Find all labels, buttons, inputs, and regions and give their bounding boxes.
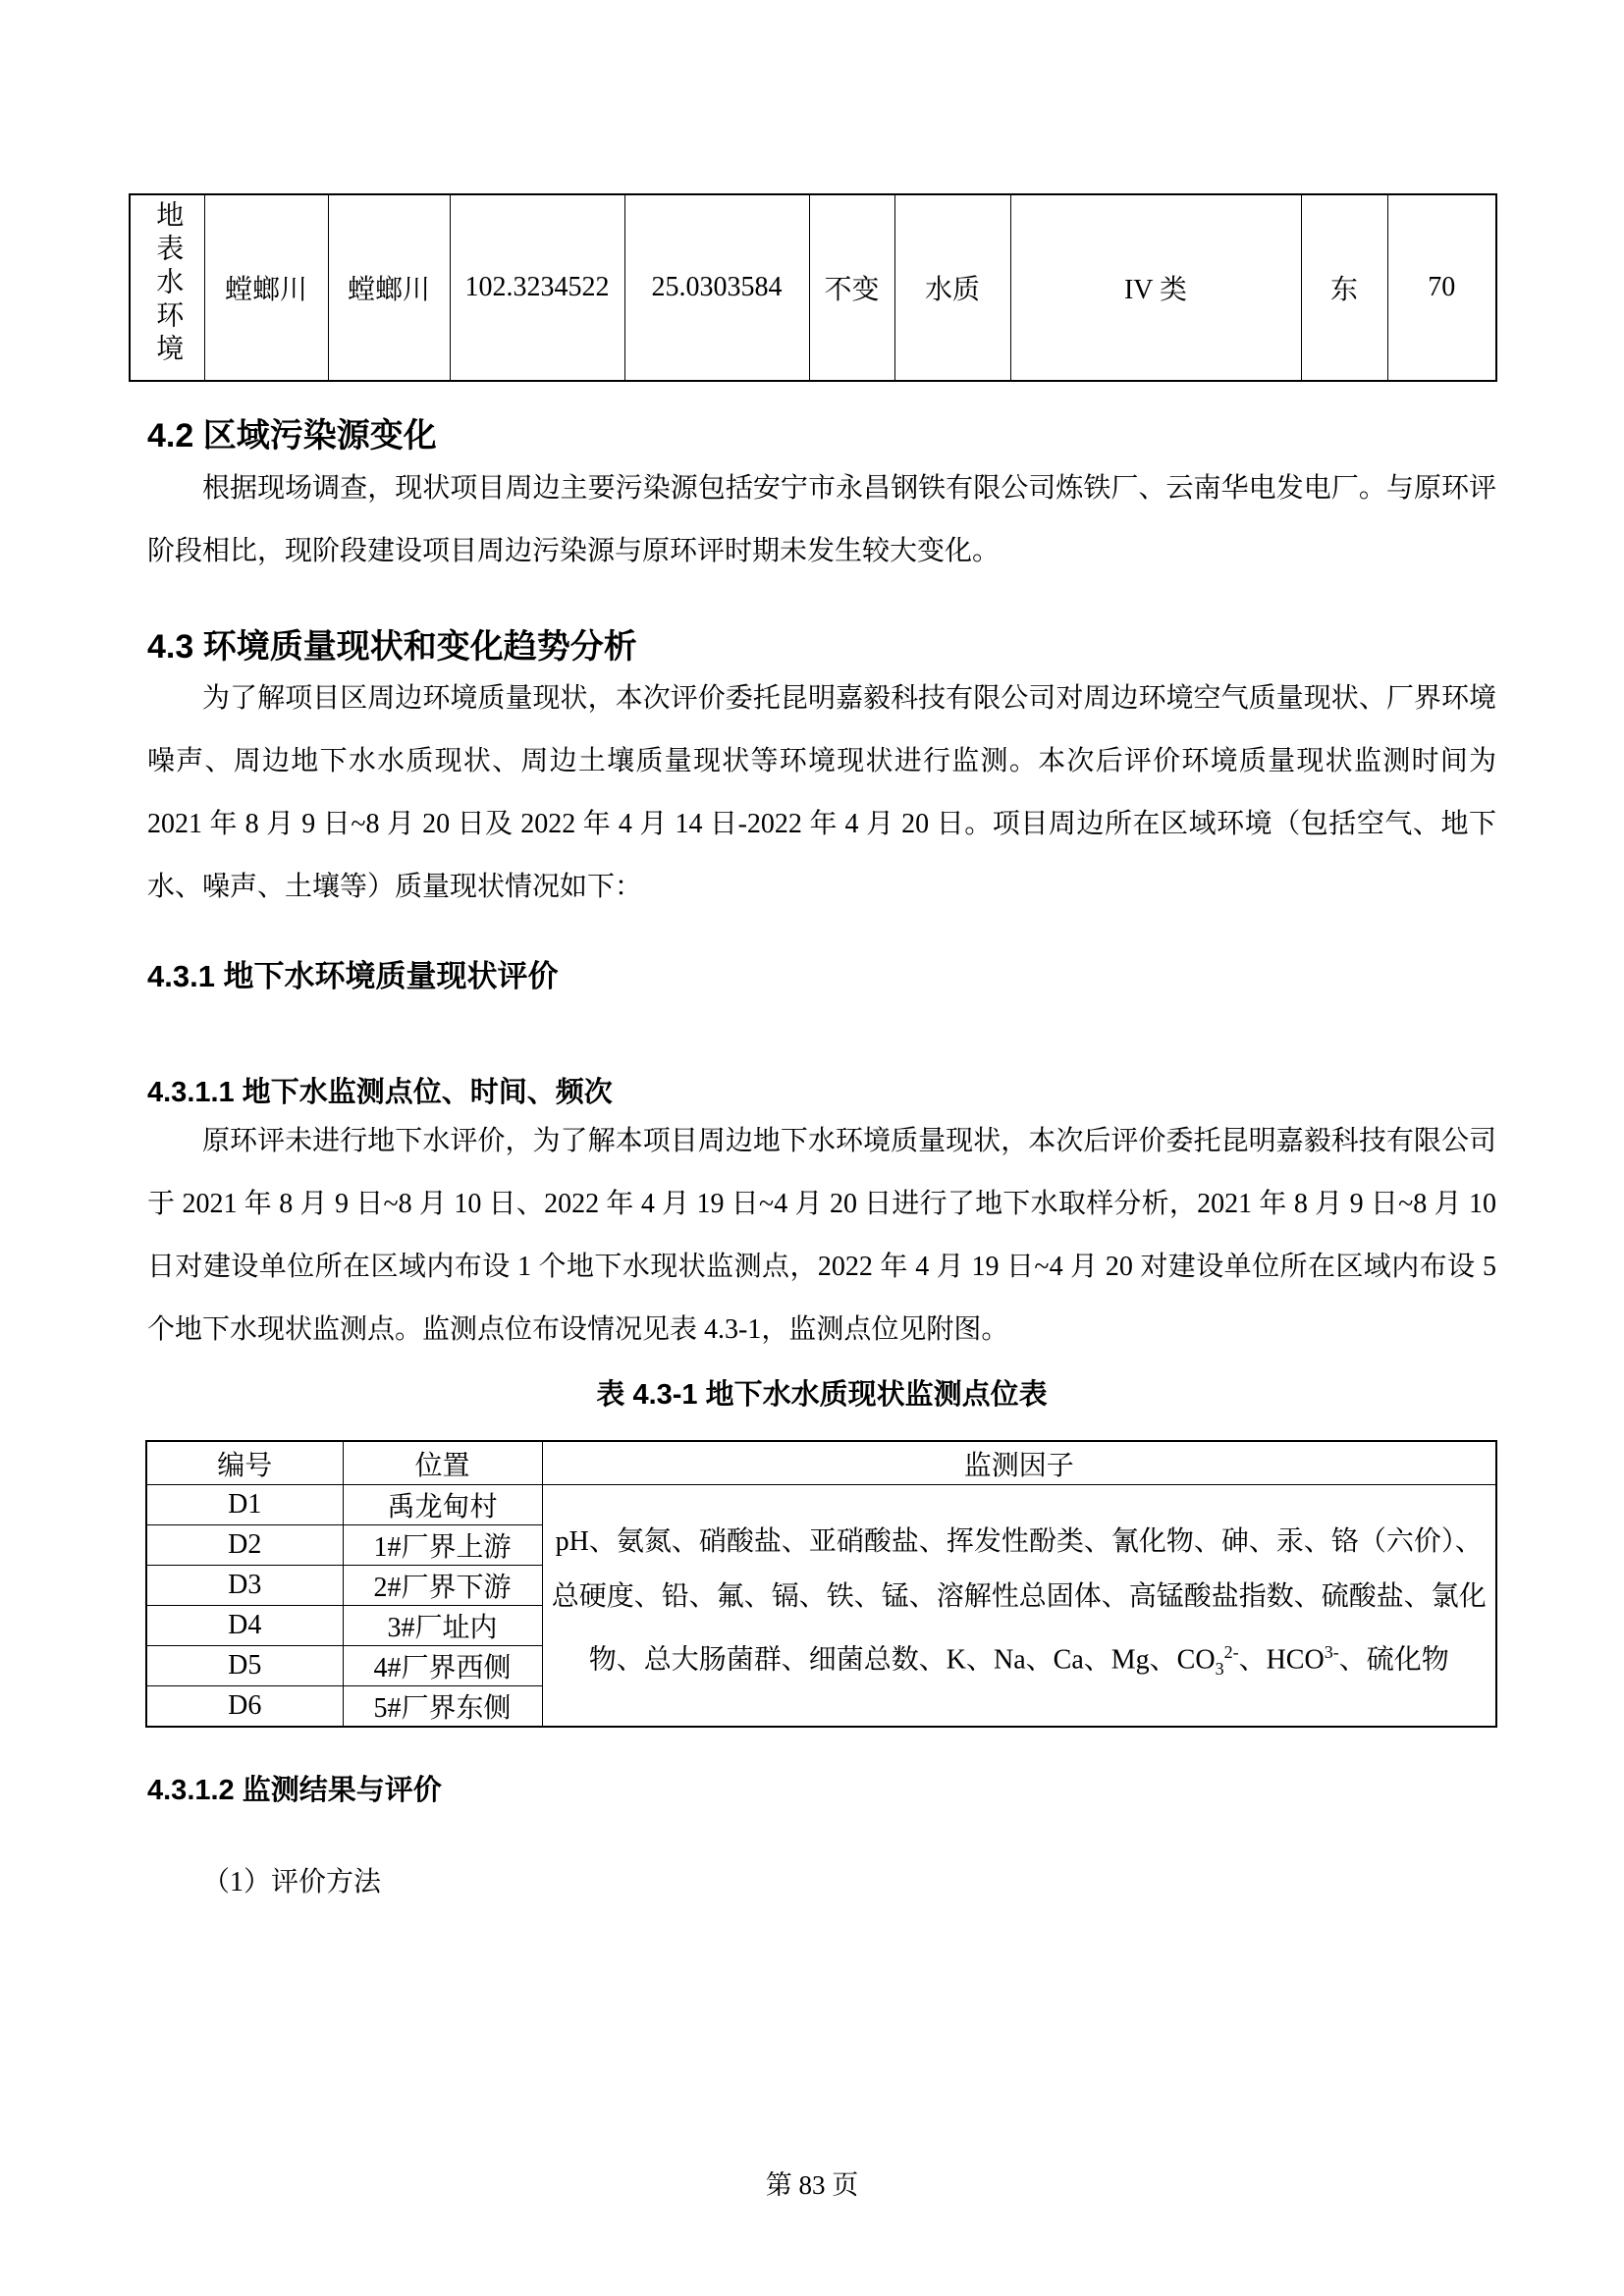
section-heading-4-3: 4.3 环境质量现状和变化趋势分析 xyxy=(147,627,637,666)
column-header-factors: 监测因子 xyxy=(542,1441,1496,1484)
table-caption: 表 4.3-1 地下水水质现状监测点位表 xyxy=(596,1379,1048,1411)
section-heading-4-3-1-1: 4.3.1.1 地下水监测点位、时间、频次 xyxy=(147,1076,613,1108)
table-cell: 螳螂川 xyxy=(204,194,328,381)
point-id-cell: D6 xyxy=(146,1685,343,1727)
table-cell: 东 xyxy=(1301,194,1387,381)
hco3-superscript: 3- xyxy=(1324,1641,1339,1662)
point-id-cell: D2 xyxy=(146,1524,343,1565)
list-item-evaluation-method: （1）评价方法 xyxy=(202,1867,382,1897)
paragraph-4-3-1-1: 原环评未进行地下水评价，为了解本项目周边地下水环境质量现状，本次后评价委托昆明嘉毅科技有限公司于 2021 年 8 月 9 日~8 月 10 日、2022 年 4 月 19 日~4 月 20 日进行了地下水取样分析，2021 年 8 月 9 日~8 月 10 日对建设单位所在区域内布设 1 个地下水现状监测点，2022 年 4 月 19 日~4 月 20 对建设单位所在区域内布设 5 个地下水现状监测点。监测点位布设情况见表 4.3-1，监测点位见附图。 xyxy=(147,1126,1496,1345)
column-header-id: 编号 xyxy=(146,1441,343,1484)
point-location-cell: 2#厂界下游 xyxy=(343,1565,542,1605)
point-id-cell: D4 xyxy=(146,1605,343,1645)
point-location-cell: 4#厂界西侧 xyxy=(343,1645,542,1685)
co3-superscript: 2- xyxy=(1223,1641,1239,1662)
section-heading-4-3-1-2: 4.3.1.2 监测结果与评价 xyxy=(147,1774,442,1806)
point-location-cell: 5#厂界东侧 xyxy=(343,1685,542,1727)
section-heading-4-2: 4.2 区域污染源变化 xyxy=(147,417,437,454)
table-cell: 70 xyxy=(1387,194,1496,381)
table-cell: 25.0303584 xyxy=(624,194,809,381)
surface-water-table xyxy=(129,193,1497,382)
co3-subscript: 3 xyxy=(1215,1658,1224,1679)
category-vertical-label: 地表水环境 xyxy=(152,200,184,367)
factors-text: 、HCO xyxy=(1238,1644,1325,1676)
table-row xyxy=(146,1484,1496,1524)
paragraph-4-2: 根据现场调查，现状项目周边主要污染源包括安宁市永昌钢铁有限公司炼铁厂、云南华电发电厂。与原环评阶段相比，现阶段建设项目周边污染源与原环评时期未发生较大变化。 xyxy=(147,472,1496,566)
category-cell xyxy=(130,194,204,381)
table-cell: 水质 xyxy=(894,194,1010,381)
table-cell: 不变 xyxy=(809,194,894,381)
table-cell: 螳螂川 xyxy=(328,194,450,381)
point-id-cell: D5 xyxy=(146,1645,343,1685)
table-header-row xyxy=(146,1441,1496,1484)
table-cell: IV 类 xyxy=(1010,194,1301,381)
section-heading-4-3-1: 4.3.1 地下水环境质量现状评价 xyxy=(147,959,559,993)
point-location-cell: 1#厂界上游 xyxy=(343,1524,542,1565)
table-row xyxy=(130,194,1496,381)
point-location-cell: 3#厂址内 xyxy=(343,1605,542,1645)
point-id-cell: D3 xyxy=(146,1565,343,1605)
factors-text: pH、氨氮、硝酸盐、亚硝酸盐、挥发性酚类、氰化物、砷、汞、铬（六价）、总硬度、铅、氟、镉、铁、锰、溶解性总固体、高锰酸盐指数、硫酸盐、氯化物、总大肠菌群、细菌总数、K、Na、Ca、Mg、CO xyxy=(551,1525,1487,1676)
column-header-location: 位置 xyxy=(343,1441,542,1484)
page-number: 第 83 页 xyxy=(765,2170,859,2200)
factors-text: 、硫化物 xyxy=(1338,1644,1449,1676)
page-content xyxy=(0,193,1624,1902)
monitoring-points-table xyxy=(145,1440,1497,1728)
table-cell: 102.3234522 xyxy=(450,194,624,381)
point-location-cell: 禹龙甸村 xyxy=(343,1484,542,1524)
paragraph-4-3: 为了解项目区周边环境质量现状，本次评价委托昆明嘉毅科技有限公司对周边环境空气质量现状、厂界环境噪声、周边地下水水质现状、周边土壤质量现状等环境现状进行监测。本次后评价环境质量现状监测时间为 2021 年 8 月 9 日~8 月 20 日及 2022 年 4 月 14 日-2022 年 4 月 20 日。项目周边所在区域环境（包括空气、地下水、噪声、土壤等）质量现状情况如下： xyxy=(147,683,1496,902)
point-id-cell: D1 xyxy=(146,1484,343,1524)
monitoring-factors-cell xyxy=(542,1484,1496,1727)
